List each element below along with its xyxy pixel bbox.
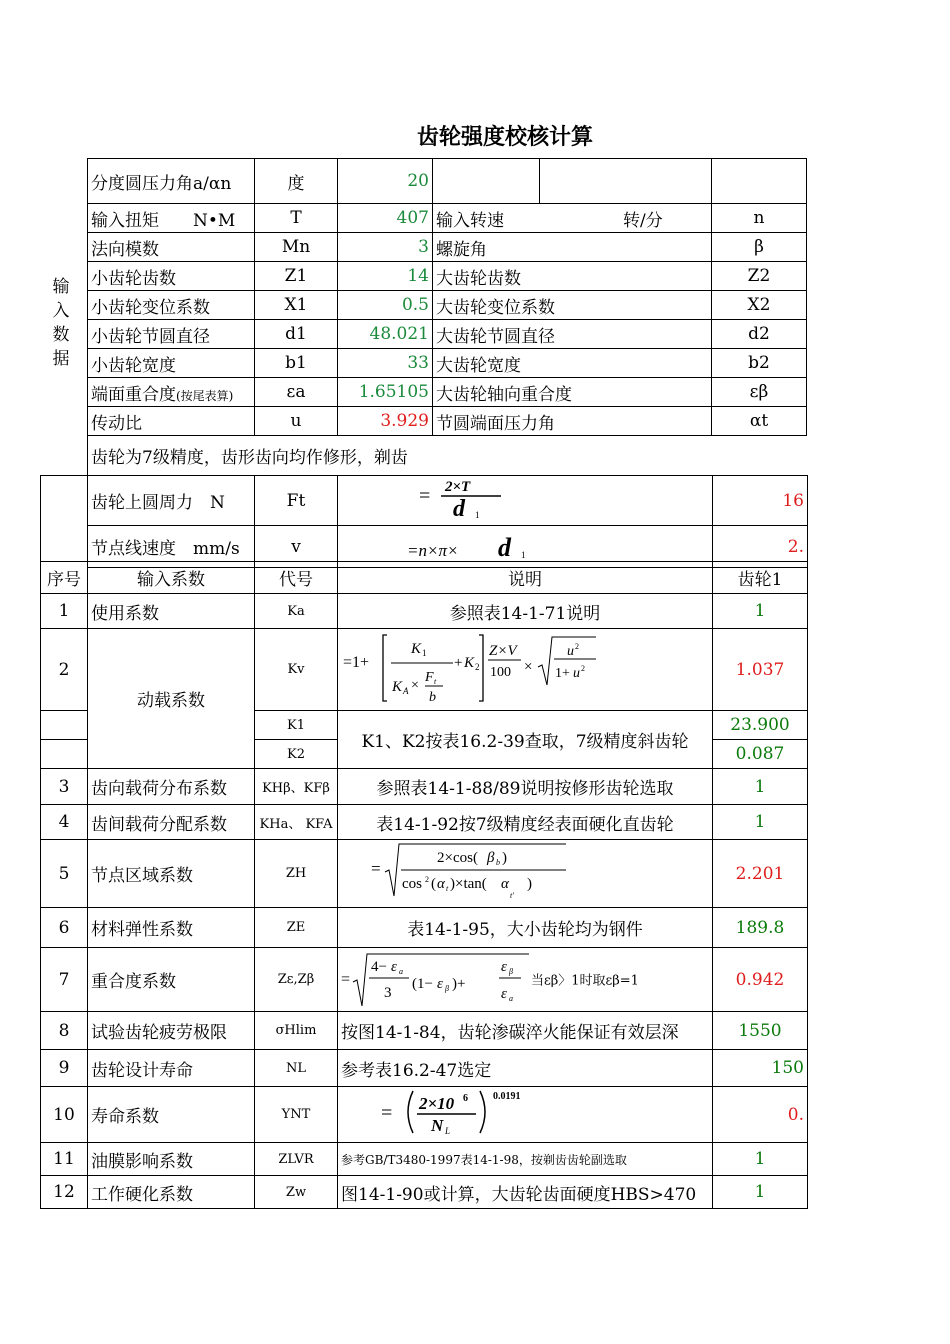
- svg-text:=: =: [419, 485, 431, 507]
- svg-text:1: 1: [475, 510, 480, 520]
- row-value[interactable]: 0.087: [713, 740, 808, 769]
- row-no: [41, 711, 88, 740]
- header-no: 序号: [41, 562, 88, 594]
- input-name-2: 大齿轮宽度: [433, 349, 712, 378]
- input-name: 小齿轮宽度: [88, 349, 255, 378]
- row-code: σHlim: [255, 1012, 338, 1050]
- row-name: 材料弹性系数: [88, 908, 255, 948]
- svg-text:3: 3: [384, 984, 392, 1001]
- row-name: 试验齿轮疲劳极限: [88, 1012, 255, 1050]
- svg-text:2×10: 2×10: [419, 1094, 455, 1113]
- svg-text:α: α: [501, 876, 509, 892]
- formula-zh-svg: [341, 840, 601, 902]
- row-code: Zw: [255, 1176, 338, 1209]
- svg-text:=1+: =1+: [343, 654, 370, 671]
- row-value[interactable]: 1: [713, 594, 808, 629]
- page-title: 齿轮强度校核计算: [416, 125, 593, 150]
- svg-text:(1−: (1−: [412, 975, 433, 992]
- row-code: YNT: [255, 1087, 338, 1143]
- row-value: 2.201: [713, 840, 808, 908]
- svg-text:L: L: [445, 1126, 451, 1136]
- row-no: 6: [41, 908, 88, 948]
- svg-text:2: 2: [425, 875, 429, 884]
- svg-text:cos: cos: [402, 876, 422, 892]
- row-code: NL: [255, 1050, 338, 1087]
- row-name: 寿命系数: [88, 1087, 255, 1143]
- svg-text:ε: ε: [391, 958, 397, 975]
- row-value[interactable]: 189.8: [713, 908, 808, 948]
- input-name: 法向模数: [88, 233, 255, 262]
- row-name: 油膜影响系数: [88, 1143, 255, 1176]
- svg-text:=n×π×: =n×π×: [407, 541, 459, 560]
- svg-text:2×T: 2×T: [445, 479, 471, 495]
- input-value[interactable]: 3: [338, 233, 433, 262]
- svg-text:)+: )+: [452, 975, 466, 992]
- input-symbol: b1: [255, 349, 338, 378]
- input-symbol-2: β: [712, 233, 807, 262]
- row-desc: 参照表14-1-88/89说明按修形齿轮选取: [338, 769, 713, 805]
- input-symbol: u: [255, 407, 338, 436]
- row-no: 8: [41, 1012, 88, 1050]
- blank-cell: [540, 159, 712, 204]
- input-name-2: 大齿轮变位系数: [433, 291, 712, 320]
- row-value[interactable]: 23.900: [713, 711, 808, 740]
- input-value[interactable]: 14: [338, 262, 433, 291]
- svg-text:α: α: [437, 876, 445, 892]
- input-name: 小齿轮节圆直径: [88, 320, 255, 349]
- force-table: [40, 475, 808, 568]
- row-code: KHa、 KFA: [255, 805, 338, 840]
- row-code: K2: [255, 740, 338, 769]
- row-name: 节点区域系数: [88, 840, 255, 908]
- input-name-2: 大齿轮节圆直径: [433, 320, 712, 349]
- svg-text:β: β: [487, 850, 495, 866]
- svg-text:100: 100: [490, 665, 511, 680]
- svg-text:1: 1: [422, 648, 427, 658]
- input-symbol-2: n: [712, 204, 807, 233]
- input-symbol: εa: [255, 378, 338, 407]
- svg-text:=: =: [341, 970, 351, 988]
- input-symbol: T: [255, 204, 338, 233]
- formula-kv-svg: [341, 629, 641, 705]
- side-label-input-data: 输 入 数 据: [52, 277, 70, 369]
- row-no: 7: [41, 948, 88, 1012]
- row-value[interactable]: 150: [713, 1050, 808, 1087]
- input-name: 输入扭矩 N•M: [88, 204, 255, 233]
- row-no: 2: [41, 629, 88, 711]
- input-name-2: 大齿轮齿数: [433, 262, 712, 291]
- svg-text:t: t: [434, 677, 437, 686]
- formula-ft-svg: [341, 476, 541, 520]
- coefficient-table: [40, 561, 808, 1209]
- force-symbol: v: [255, 526, 338, 568]
- formula-ft: [338, 476, 713, 526]
- input-value[interactable]: 0.5: [338, 291, 433, 320]
- input-name-2: 大齿轮轴向重合度: [433, 378, 712, 407]
- svg-text:a: a: [509, 993, 513, 1003]
- input-symbol: 度: [255, 159, 338, 204]
- svg-text:2×cos(: 2×cos(: [437, 850, 478, 866]
- svg-text:): ): [527, 876, 532, 892]
- input-symbol: Z1: [255, 262, 338, 291]
- row-value[interactable]: 1: [713, 805, 808, 840]
- blank-cell: [433, 159, 540, 204]
- row-value: 0.: [713, 1087, 808, 1143]
- input-value[interactable]: 33: [338, 349, 433, 378]
- input-symbol-2: Z2: [712, 262, 807, 291]
- row-code: Kv: [255, 629, 338, 711]
- svg-text:6: 6: [463, 1093, 468, 1104]
- row-code: KHβ、KFβ: [255, 769, 338, 805]
- row-value[interactable]: 1: [713, 1143, 808, 1176]
- input-value[interactable]: 407: [338, 204, 433, 233]
- row-code: Zε,Zβ: [255, 948, 338, 1012]
- row-no: 5: [41, 840, 88, 908]
- row-name: 齿间载荷分配系数: [88, 805, 255, 840]
- input-name-2: 输入转速 转/分: [433, 204, 712, 233]
- input-symbol-2: d2: [712, 320, 807, 349]
- svg-text:1: 1: [521, 550, 526, 560]
- row-no: 12: [41, 1176, 88, 1209]
- svg-text:2: 2: [581, 664, 585, 673]
- svg-text:2: 2: [475, 662, 480, 672]
- input-name: 小齿轮变位系数: [88, 291, 255, 320]
- row-desc: 参考GB/T3480-1997表14-1-98，按剃齿齿轮副选取: [338, 1143, 713, 1176]
- input-name: 分度圆压力角a/αn: [88, 159, 255, 204]
- force-name: 节点线速度 mm/s: [88, 526, 255, 568]
- blank-cell: [41, 476, 88, 568]
- row-value[interactable]: 1: [713, 769, 808, 805]
- row-value: 0.942: [713, 948, 808, 1012]
- row-no: 11: [41, 1143, 88, 1176]
- input-symbol: X1: [255, 291, 338, 320]
- svg-text:ε: ε: [501, 985, 507, 1002]
- formula-v-svg: [341, 526, 541, 562]
- row-code: ZLVR: [255, 1143, 338, 1176]
- input-value[interactable]: 20: [338, 159, 433, 204]
- svg-text:Z×V: Z×V: [489, 643, 517, 659]
- row-no: 1: [41, 594, 88, 629]
- input-symbol: d1: [255, 320, 338, 349]
- svg-text:=: =: [371, 859, 381, 878]
- svg-text:β: β: [445, 983, 449, 993]
- svg-text:)×tan(: )×tan(: [450, 876, 487, 892]
- force-symbol: Ft: [255, 476, 338, 526]
- row-desc: 表14-1-92按7级精度经表面硬化直齿轮: [338, 805, 713, 840]
- svg-text:=: =: [381, 1102, 393, 1124]
- formula-ynt-svg: [341, 1087, 581, 1137]
- svg-text:u: u: [567, 644, 574, 659]
- row-no: 10: [41, 1087, 88, 1143]
- header-desc: 说明: [338, 562, 713, 594]
- input-symbol-2: αt: [712, 407, 807, 436]
- svg-text:d: d: [498, 533, 511, 562]
- row-name: 动载系数: [88, 629, 255, 769]
- svg-text:F: F: [425, 670, 434, 685]
- input-table: [87, 158, 807, 476]
- row-no: 9: [41, 1050, 88, 1087]
- svg-text:t': t': [510, 891, 514, 900]
- formula-ze: [338, 948, 713, 1012]
- formula-ze-svg: [341, 950, 531, 1010]
- row-code: K1: [255, 711, 338, 740]
- note: 齿轮为7级精度，齿形齿向均作修形，剃齿: [88, 436, 807, 476]
- input-name: 端面重合度(按尾表算): [88, 378, 255, 407]
- svg-text:a: a: [399, 966, 403, 976]
- header-coef: 输入系数: [88, 562, 255, 594]
- formula-zh: [338, 840, 713, 908]
- input-name: 小齿轮齿数: [88, 262, 255, 291]
- formula-ynt: [338, 1087, 713, 1143]
- svg-text:4−: 4−: [371, 958, 387, 975]
- svg-text:1+: 1+: [555, 666, 570, 681]
- svg-text:ε: ε: [437, 975, 443, 992]
- svg-text:): ): [502, 850, 507, 866]
- row-desc: 参照表14-1-71说明: [338, 594, 713, 629]
- force-name: 齿轮上圆周力 N: [88, 476, 255, 526]
- svg-text:ε: ε: [501, 958, 507, 975]
- input-name-2: 螺旋角: [433, 233, 712, 262]
- svg-text:b: b: [429, 690, 436, 705]
- row-no: 4: [41, 805, 88, 840]
- svg-text:u: u: [573, 666, 580, 681]
- input-name-2: 节圆端面压力角: [433, 407, 712, 436]
- svg-text:A: A: [403, 686, 409, 696]
- svg-text:(: (: [431, 876, 436, 892]
- row-value[interactable]: 1550: [713, 1012, 808, 1050]
- row-code: ZH: [255, 840, 338, 908]
- input-name: 传动比: [88, 407, 255, 436]
- row-desc: 当εβ〉1时取εβ=1: [531, 973, 639, 988]
- v-value: 2.: [713, 526, 808, 568]
- row-no: 3: [41, 769, 88, 805]
- row-desc: 参考表16.2-47选定: [338, 1050, 713, 1087]
- svg-text:2: 2: [575, 642, 579, 651]
- row-no: [41, 740, 88, 769]
- svg-text:t: t: [446, 884, 449, 893]
- row-code: Ka: [255, 594, 338, 629]
- svg-text:K: K: [392, 679, 403, 695]
- formula-kv: [338, 629, 713, 711]
- input-symbol: Mn: [255, 233, 338, 262]
- svg-text:0.0191: 0.0191: [493, 1091, 521, 1102]
- row-desc: K1、K2按表16.2-39查取，7级精度斜齿轮: [338, 711, 713, 769]
- svg-text:K: K: [464, 655, 475, 671]
- blank-cell: [712, 159, 807, 204]
- row-name: 齿轮设计寿命: [88, 1050, 255, 1087]
- input-value[interactable]: 1.65105: [338, 378, 433, 407]
- svg-text:β: β: [509, 966, 513, 976]
- row-value: 1.037: [713, 629, 808, 711]
- input-symbol-2: X2: [712, 291, 807, 320]
- header-code: 代号: [255, 562, 338, 594]
- row-name: 齿向载荷分布系数: [88, 769, 255, 805]
- svg-text:K: K: [411, 641, 422, 657]
- row-value[interactable]: 1: [713, 1176, 808, 1209]
- row-name: 重合度系数: [88, 948, 255, 1012]
- svg-text:N: N: [431, 1116, 444, 1135]
- header-gear1: 齿轮1: [713, 562, 808, 594]
- row-name: 使用系数: [88, 594, 255, 629]
- row-name: 工作硬化系数: [88, 1176, 255, 1209]
- row-desc: 表14-1-95，大小齿轮均为钢件: [338, 908, 713, 948]
- ft-value: 16: [713, 476, 808, 526]
- input-value[interactable]: 3.929: [338, 407, 433, 436]
- row-desc: 按图14-1-84，齿轮渗碳淬火能保证有效层深: [338, 1012, 713, 1050]
- input-symbol-2: εβ: [712, 378, 807, 407]
- svg-text:+: +: [454, 655, 463, 671]
- svg-text:×: ×: [524, 659, 533, 675]
- input-symbol-2: b2: [712, 349, 807, 378]
- input-value[interactable]: 48.021: [338, 320, 433, 349]
- svg-text:b: b: [496, 858, 500, 867]
- svg-text:d: d: [453, 496, 465, 520]
- row-desc: 图14-1-90或计算，大齿轮齿面硬度HBS>470: [338, 1176, 713, 1209]
- svg-text:×: ×: [411, 678, 419, 693]
- row-code: ZE: [255, 908, 338, 948]
